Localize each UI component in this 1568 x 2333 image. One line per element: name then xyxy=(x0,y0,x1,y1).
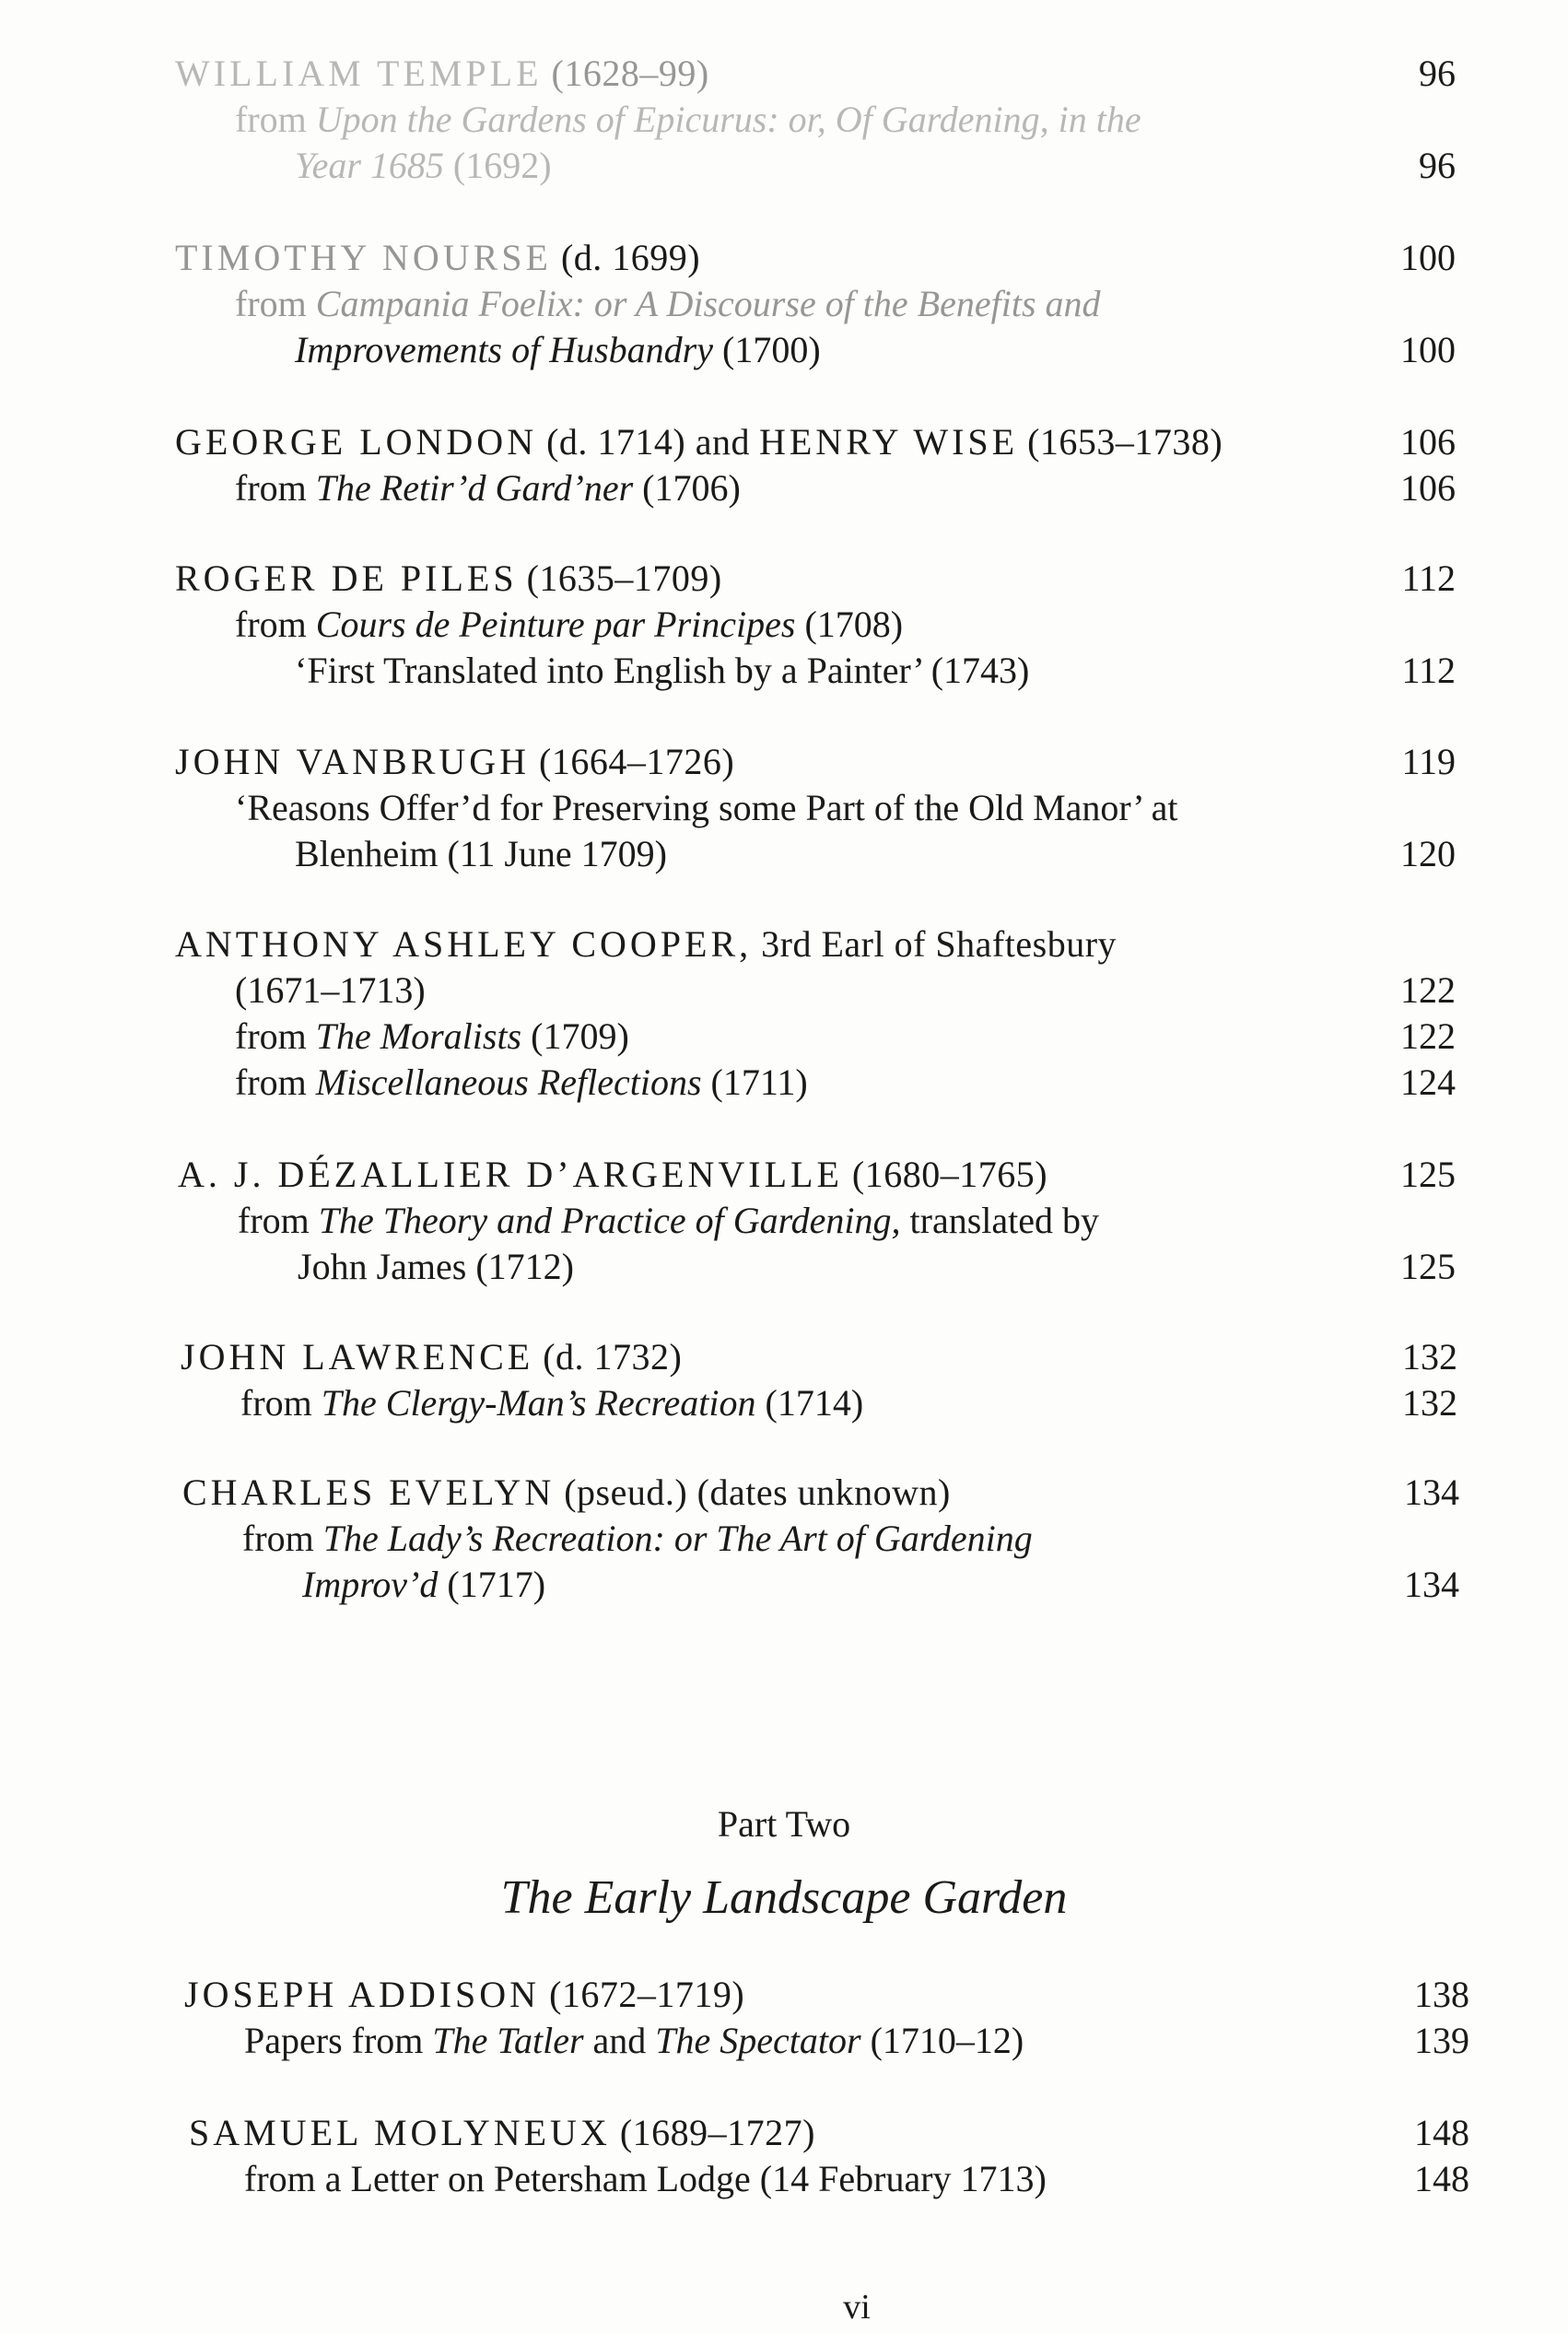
toc-work-cont: Improv’d (1717) xyxy=(302,1564,546,1605)
toc-page-number: 122 xyxy=(1400,969,1456,1011)
toc-author-temple: WILLIAM TEMPLE (1628–99) xyxy=(175,53,709,94)
toc-dates: (1671–1713) xyxy=(235,969,426,1011)
toc-page-number: 125 xyxy=(1400,1154,1456,1195)
toc-work-cont: Improvements of Husbandry (1700) xyxy=(295,329,821,370)
toc-work-cont: ‘First Translated into English by a Painter’ (1743) xyxy=(295,650,1030,691)
toc-work-cont: Blenheim (11 June 1709) xyxy=(295,833,668,874)
toc-page-number: 138 xyxy=(1414,1974,1469,2015)
toc-page-number: 124 xyxy=(1400,1061,1456,1103)
toc-author-de-piles: ROGER DE PILES (1635–1709) xyxy=(175,557,722,599)
toc-work: from Campania Foelix: or A Discourse of the Benefits and xyxy=(235,283,1101,324)
toc-page-number: 96 xyxy=(1419,145,1456,186)
toc-page-number: 134 xyxy=(1404,1471,1459,1513)
toc-work-cont: Year 1685 (1692) xyxy=(295,145,552,186)
toc-page-number: 134 xyxy=(1404,1564,1459,1605)
toc-page-number: 132 xyxy=(1402,1336,1457,1378)
toc-page-number: 148 xyxy=(1414,2112,1469,2153)
toc-author-molyneux: SAMUEL MOLYNEUX (1689–1727) xyxy=(189,2112,815,2153)
toc-page-number: 112 xyxy=(1401,557,1456,599)
toc-author-lawrence: JOHN LAWRENCE (d. 1732) xyxy=(181,1336,683,1378)
toc-author-shaftesbury: ANTHONY ASHLEY COOPER, 3rd Earl of Shaftesbury xyxy=(175,923,1117,965)
toc-page-number: 122 xyxy=(1400,1015,1456,1057)
toc-page-number: 100 xyxy=(1400,237,1456,278)
toc-work: from The Clergy-Man’s Recreation (1714) xyxy=(240,1382,864,1424)
toc-work: from The Moralists (1709) xyxy=(235,1015,629,1057)
toc-author-london-wise: GEORGE LONDON (d. 1714) and HENRY WISE (1653–1738) xyxy=(175,421,1223,463)
toc-page-number: 106 xyxy=(1400,467,1456,509)
toc-work: from The Retir’d Gard’ner (1706) xyxy=(235,467,741,509)
toc-author-nourse: TIMOTHY NOURSE (d. 1699) xyxy=(175,237,701,278)
toc-page-number: 125 xyxy=(1400,1246,1456,1287)
toc-work: from The Theory and Practice of Gardening, translated by xyxy=(238,1200,1100,1241)
part-title: The Early Landscape Garden xyxy=(500,1871,1068,1924)
toc-page-number: 132 xyxy=(1402,1382,1457,1424)
toc-page-number: 148 xyxy=(1414,2158,1469,2199)
toc-page-number: 120 xyxy=(1400,833,1456,874)
toc-work-cont: John James (1712) xyxy=(298,1246,574,1287)
toc-author-addison: JOSEPH ADDISON (1672–1719) xyxy=(184,1974,745,2015)
part-label: Part Two xyxy=(717,1803,851,1845)
toc-work: from The Lady’s Recreation: or The Art of Gardening xyxy=(242,1518,1033,1559)
toc-page-number: 96 xyxy=(1419,53,1456,94)
toc-work: from Upon the Gardens of Epicurus: or, Of Gardening, in the xyxy=(235,99,1141,140)
toc-author-dargenville: A. J. DÉZALLIER D’ARGENVILLE (1680–1765) xyxy=(178,1154,1048,1195)
toc-work: from Miscellaneous Reflections (1711) xyxy=(235,1061,808,1103)
toc-work: from Cours de Peinture par Principes (1708) xyxy=(235,604,904,645)
toc-page-number: 106 xyxy=(1400,421,1456,463)
toc-author-evelyn: CHARLES EVELYN (pseud.) (dates unknown) xyxy=(182,1471,951,1513)
toc-page-number: 112 xyxy=(1401,650,1456,691)
toc-page-number: 139 xyxy=(1414,2020,1469,2061)
toc-work: Papers from The Tatler and The Spectator (1710–12) xyxy=(244,2020,1024,2061)
toc-work: from a Letter on Petersham Lodge (14 February 1713) xyxy=(244,2158,1047,2199)
page-folio: vi xyxy=(843,2288,871,2327)
toc-work: ‘Reasons Offer’d for Preserving some Part of the Old Manor’ at xyxy=(235,787,1178,828)
toc-page-number: 119 xyxy=(1401,741,1456,782)
toc-page-number: 100 xyxy=(1400,329,1456,370)
toc-author-vanbrugh: JOHN VANBRUGH (1664–1726) xyxy=(175,741,735,782)
